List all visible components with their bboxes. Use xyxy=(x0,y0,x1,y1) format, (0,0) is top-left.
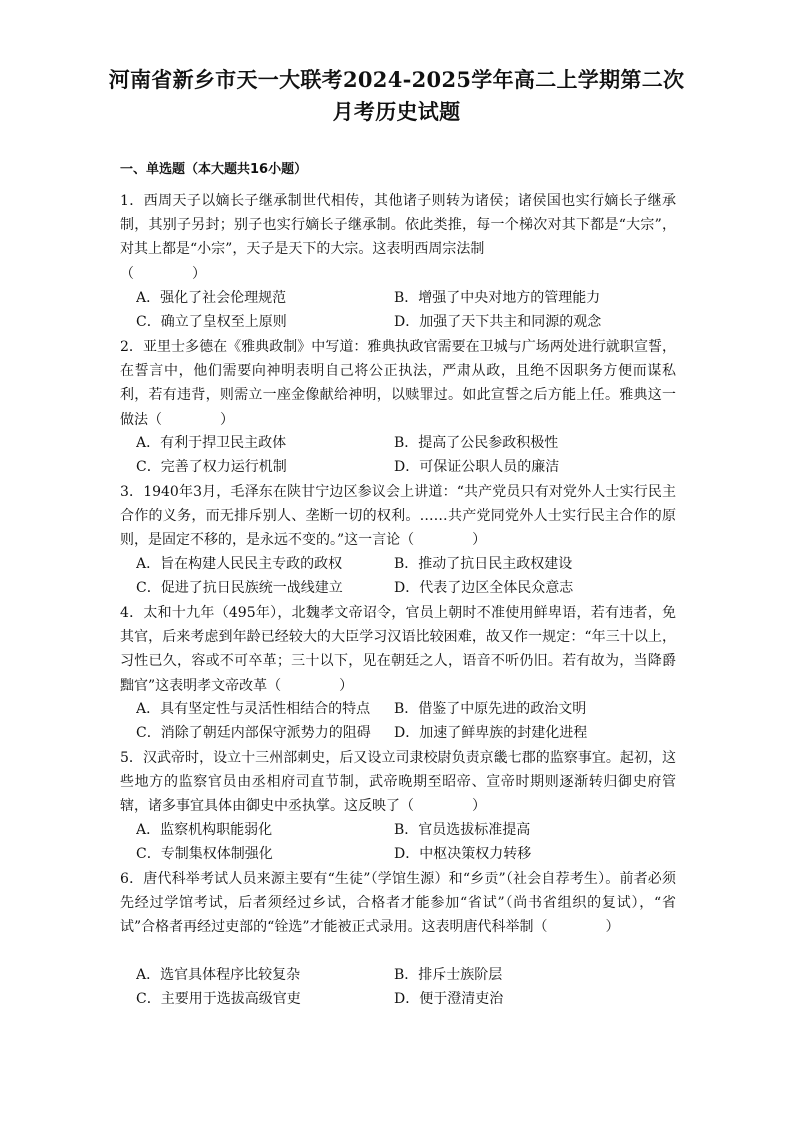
question-5-options xyxy=(136,818,676,866)
answer-close-paren: ） xyxy=(192,265,206,282)
option-a: A．强化了社会伦理规范 xyxy=(136,290,287,306)
question-stem: 4．太和十九年（495年），北魏孝文帝诏令，官员上朝时不准使用鲜卑语，若有违者，免其官，后来考虑到年龄已经较大的大臣学习汉语比较困难，故又作一规定：“年三十以上，习性已久，容或不可卒革；三十以下，见在朝廷之人，语音不听仍旧。若有故为，当降爵黜官”这表明孝文帝改革（ xyxy=(120,605,676,694)
option-a: A．旨在构建人民民主专政的政权 xyxy=(136,556,343,572)
option-b: B．增强了中央对地方的管理能力 xyxy=(394,290,601,306)
question-stem: 6．唐代科举考试人员来源主要有“生徒”（学馆生源）和“乡贡”（社会自荐考生）。前者必须先经过学馆考试，后者须经过乡试，合格者才能参加“省试”（尚书省组织的复试），“省试”合格者再经过吏部的“铨选”才能被正式录用。这表明唐代科举制（ xyxy=(120,871,676,936)
answer-close-paren: ） xyxy=(339,677,354,694)
question-stem: 1．西周天子以嫡长子继承制世代相传，其他诸子则转为诸侯；诸侯国也实行嫡长子继承制，其别子另封；别子也实行嫡长子继承制。依此类推，每一个梯次对其下都是“大宗”，对其上都是“小宗”，天子是天下的大宗。这表明西周宗法制 xyxy=(120,193,676,258)
option-d: D．加速了鲜卑族的封建化进程 xyxy=(394,725,588,742)
option-c: C．专制集权体制强化 xyxy=(136,846,273,863)
option-a: A．有利于捍卫民主政体 xyxy=(136,435,287,451)
question-stem: 2．亚里士多德在《雅典政制》中写道：雅典执政官需要在卫城与广场两处进行就职宣誓，在誓言中，他们需要向神明表明自己将公正执法，严肃从政，且绝不因职务方便而谋私利，若有违背，则需立一座金像献给神明，以赎罪过。如此宣誓之后方能上任。雅典这一做法（ xyxy=(120,339,676,428)
option-c: C．确立了皇权至上原则 xyxy=(136,314,287,331)
option-d: D．代表了边区全体民众意志 xyxy=(394,580,574,597)
section-heading: 一、单选题（本大题共16小题） xyxy=(120,162,308,177)
question-6 xyxy=(120,867,676,940)
question-2 xyxy=(120,335,676,432)
question-stem: 3．1940年3月，毛泽东在陕甘宁边区参议会上讲道：“共产党员只有对党外人士实行民主合作的义务，而无排斥别人、垄断一切的权利。……共产党同党外人士实行民主合作的原则，是固定不移的，是永远不变的。”这一言论（ xyxy=(120,484,676,549)
option-c: C．消除了朝廷内部保守派势力的阻碍 xyxy=(136,725,371,742)
option-a: A．具有坚定性与灵活性相结合的特点 xyxy=(136,701,371,717)
option-b: B．提高了公民参政积极性 xyxy=(394,435,559,451)
option-d: D．中枢决策权力转移 xyxy=(394,846,532,863)
answer-close-paren: ） xyxy=(472,532,487,549)
question-3 xyxy=(120,480,676,553)
option-d: D．可保证公职人员的廉洁 xyxy=(394,459,560,476)
question-6-options xyxy=(136,963,676,1011)
question-4 xyxy=(120,601,676,698)
option-a: A．选官具体程序比较复杂 xyxy=(136,967,301,983)
answer-open-paren: （ xyxy=(120,265,134,282)
question-1 xyxy=(120,189,676,286)
option-a: A．监察机构职能弱化 xyxy=(136,822,273,838)
option-b: B．排斥士族阶层 xyxy=(394,967,503,983)
option-b: B．官员选拔标准提高 xyxy=(394,822,531,838)
question-3-options xyxy=(136,552,676,600)
option-c: C．主要用于选拔高级官吏 xyxy=(136,991,301,1008)
option-b: B．推动了抗日民主政权建设 xyxy=(394,556,573,572)
answer-close-paren: ） xyxy=(220,411,234,428)
option-c: C．完善了权力运行机制 xyxy=(136,459,287,476)
answer-close-paren: ） xyxy=(472,798,486,815)
question-2-options xyxy=(136,431,676,479)
page-title: 河南省新乡市天一大联考2024-2025学年高二上学期第二次月考历史试题 xyxy=(108,67,685,124)
option-c: C．促进了抗日民族统一战线建立 xyxy=(136,580,343,597)
question-1-options xyxy=(136,286,676,334)
answer-close-paren: ） xyxy=(605,919,620,936)
question-5 xyxy=(120,746,676,819)
option-d: D．便于澄清吏治 xyxy=(394,991,504,1008)
option-d: D．加强了天下共主和同源的观念 xyxy=(394,314,602,331)
option-b: B．借鉴了中原先进的政治文明 xyxy=(394,701,587,717)
question-stem: 5．汉武帝时，设立十三州部刺史，后又设立司隶校尉负责京畿七郡的监察事宜。起初，这些地方的监察官员由丞相府司直节制，武帝晚期至昭帝、宣帝时期则逐渐转归御史府管辖，诸多事宜具体由御史中丞执掌。这反映了（ xyxy=(120,750,676,815)
question-4-options xyxy=(136,697,676,745)
